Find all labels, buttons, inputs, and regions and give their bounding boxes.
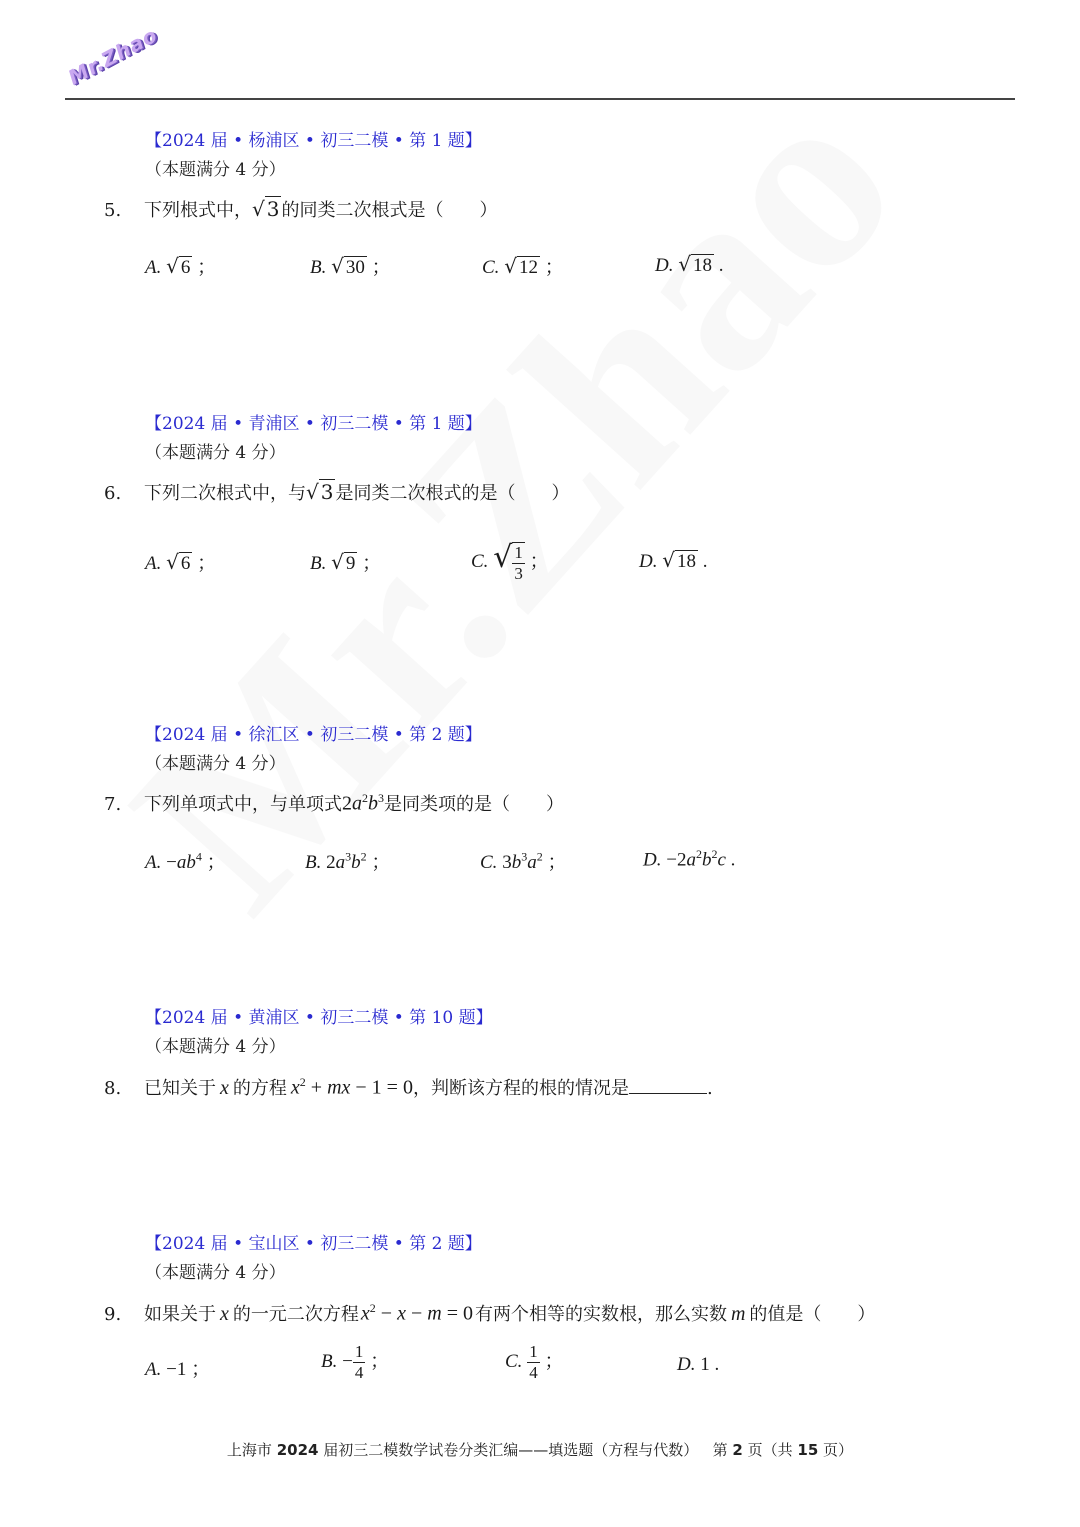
score-label: （本题满分 4 分） xyxy=(145,160,286,180)
option-b: B. √ 30 ； xyxy=(310,254,391,278)
source-label: 【2024 届 • 宝山区 • 初三二模 • 第 2 题】 xyxy=(145,1234,482,1254)
question-text: 是同类二次根式的是（ ） xyxy=(335,483,570,504)
question-number: 9. xyxy=(104,1304,122,1325)
question-number: 5. xyxy=(104,200,122,221)
option-b: B. − $\frac{1}{4}$ ； xyxy=(321,1342,390,1382)
source-label: 【2024 届 • 黄浦区 • 初三二模 • 第 10 题】 xyxy=(145,1008,493,1028)
question-7 xyxy=(104,790,564,816)
option-d: D. √ 18 . xyxy=(655,252,724,276)
question-text: 下列根式中， xyxy=(144,200,252,221)
sqrt-expr: √ 3 xyxy=(306,480,334,504)
option-d: D. 1 . xyxy=(677,1354,720,1375)
question-text: 下列二次根式中，与 xyxy=(144,483,306,504)
question-text: ，判断该方程的根的情况是 xyxy=(412,1078,629,1099)
source-label: 【2024 届 • 杨浦区 • 初三二模 • 第 1 题】 xyxy=(145,131,482,151)
option-d: D. √ 18 . xyxy=(639,548,708,572)
question-text: 的方程 xyxy=(232,1078,287,1099)
option-b: B. √ 9 ； xyxy=(310,550,382,574)
page-footer: 上海市 2024 届初三二模数学试卷分类汇编——填选题（方程与代数） 第 2 页（共 15 页） xyxy=(226,1441,854,1459)
question-number: 6. xyxy=(104,483,122,504)
score-label: （本题满分 4 分） xyxy=(145,443,286,463)
score-label: （本题满分 4 分） xyxy=(145,1263,286,1283)
header-rule xyxy=(65,98,1015,100)
source-label: 【2024 届 • 徐汇区 • 初三二模 • 第 2 题】 xyxy=(145,725,482,745)
score-label: （本题满分 4 分） xyxy=(145,754,286,774)
page-number: 2 xyxy=(732,1441,743,1459)
source-label: 【2024 届 • 青浦区 • 初三二模 • 第 1 题】 xyxy=(145,414,482,434)
score-label: （本题满分 4 分） xyxy=(145,1037,286,1057)
question-text: 的同类二次根式是（ ） xyxy=(281,200,498,221)
math-expr: $x^2 - x - m = 0$ xyxy=(360,1301,473,1325)
question-text: 是同类项的是（ ） xyxy=(384,794,564,815)
mr-zhao-logo: Mr.Zhao xyxy=(64,22,162,90)
option-a: A. √ 6 ； xyxy=(145,254,217,278)
section-header xyxy=(145,126,482,180)
option-c: C. √ 12 ； xyxy=(482,254,564,278)
option-a: A. −1 ； xyxy=(145,1359,211,1380)
question-6 xyxy=(104,479,569,505)
question-text: 的一元二次方程 xyxy=(232,1304,359,1325)
question-text: 的值是（ ） xyxy=(749,1304,876,1325)
math-expr: $x^2$ + mx − 1 = 0 xyxy=(290,1075,413,1099)
page-total: 15 xyxy=(797,1441,819,1459)
answer-blank[interactable] xyxy=(629,1075,707,1094)
question-text: . xyxy=(706,1078,713,1099)
option-a: A. √ 6 ； xyxy=(145,550,217,574)
section-header xyxy=(145,720,482,774)
question-5 xyxy=(104,196,497,222)
sqrt-expr: √ 3 xyxy=(252,197,280,221)
option-c: C. $3b^3a^2$ ； xyxy=(480,849,567,873)
option-c: C. √ $\frac{1}{3}$ ； xyxy=(471,540,549,583)
question-number: 8. xyxy=(104,1078,122,1099)
question-text: 下列单项式中，与单项式 xyxy=(144,794,342,815)
section-header xyxy=(145,1003,493,1057)
section-header xyxy=(145,409,482,463)
question-8: 8. 已知关于 x 的方程 $x^2$ + mx − 1 = 0 ，判断该方程的根的情况是 . xyxy=(104,1075,713,1099)
option-d: D. $-2a^2b^2c$ . xyxy=(643,847,736,871)
section-header xyxy=(145,1229,482,1283)
option-a: A. $-ab^4$ ； xyxy=(145,849,226,873)
option-b: B. $2a^3b^2$ ； xyxy=(305,849,391,873)
question-text: 如果关于 xyxy=(144,1304,216,1325)
question-9: 9. 如果关于 x 的一元二次方程 $x^2 - x - m = 0$ 有两个相等的实数根，那么实数 m 的值是（ ） xyxy=(104,1301,876,1325)
option-c: C. $\frac{1}{4}$ ； xyxy=(505,1342,564,1382)
question-text: 已知关于 xyxy=(144,1078,216,1099)
question-number: 7. xyxy=(104,794,122,815)
math-expr: $2a^2b^3$ xyxy=(342,791,384,815)
question-text: 有两个相等的实数根，那么实数 xyxy=(474,1304,727,1325)
